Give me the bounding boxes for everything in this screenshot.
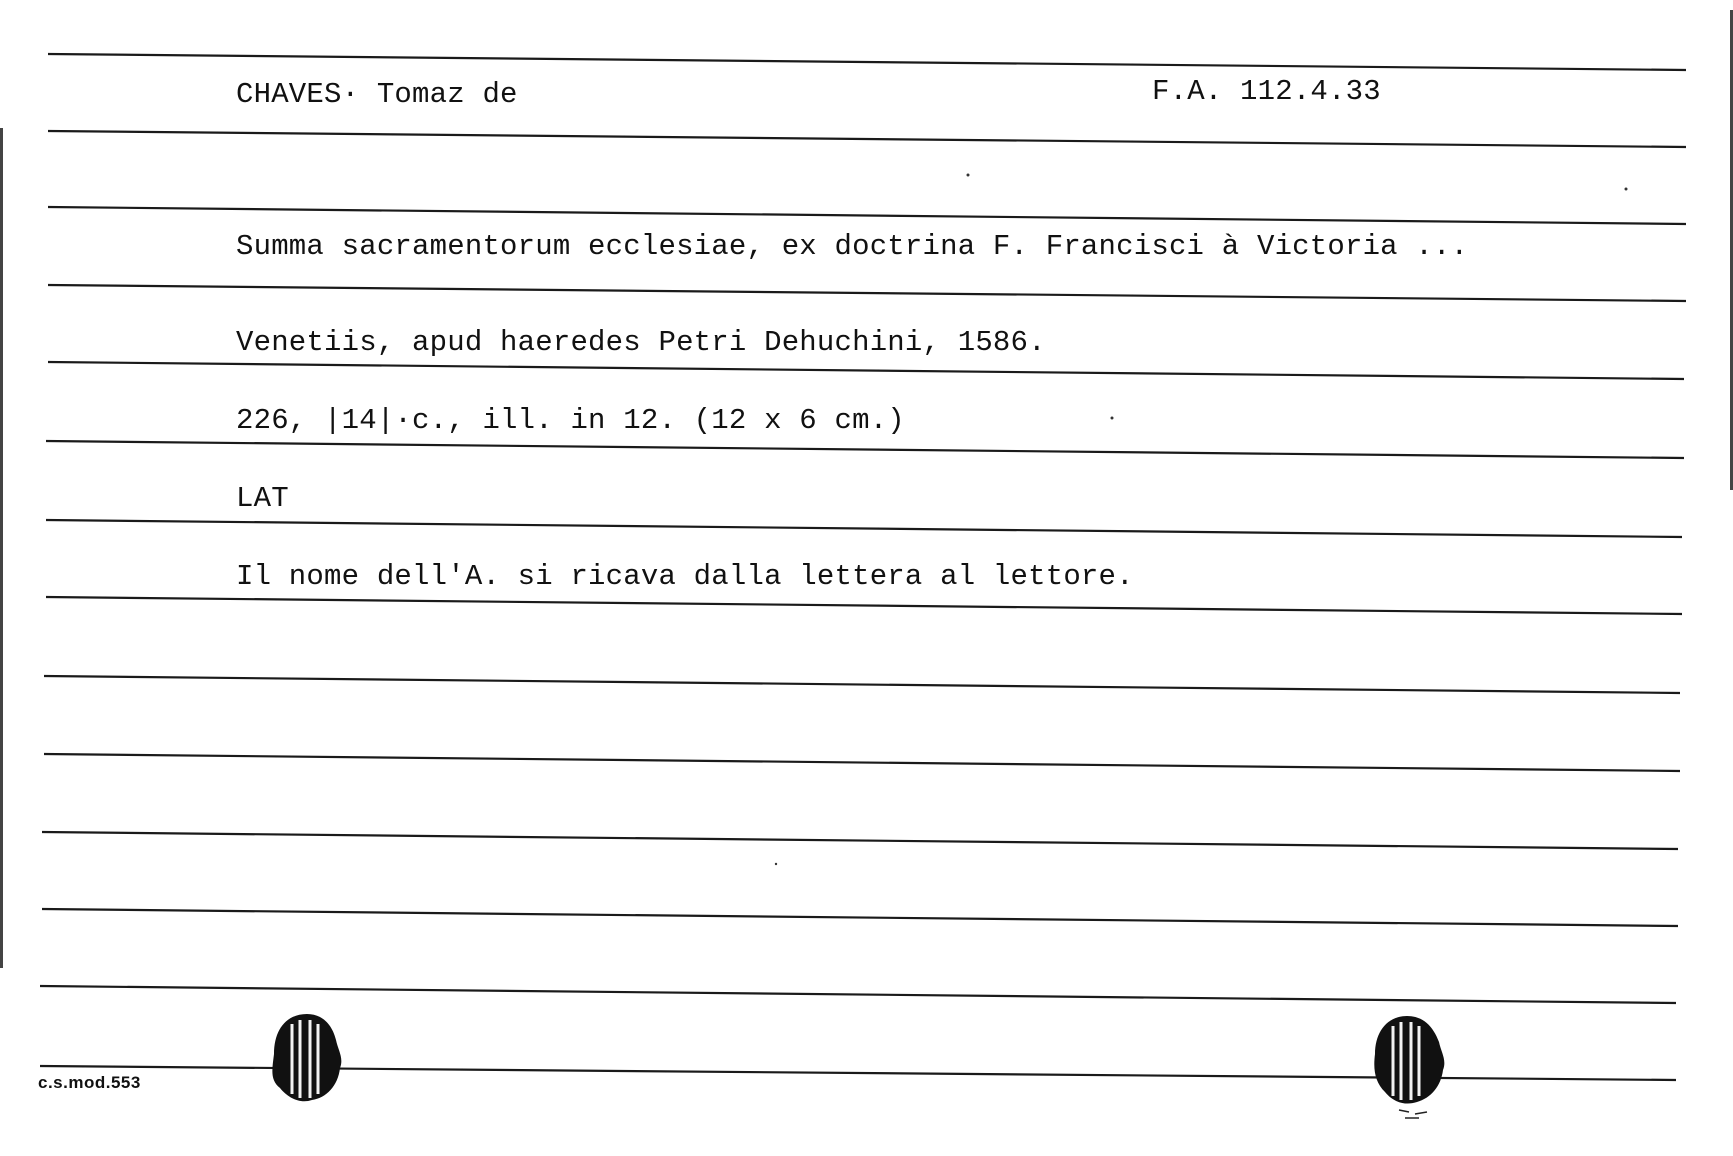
rule-line [48,131,1686,147]
imprint-line: Venetiis, apud haeredes Petri Dehuchini, 1586. [236,326,1046,359]
rule-line [46,441,1684,458]
form-code-label: c.s.mod.553 [38,1073,141,1092]
rule-line [48,207,1686,224]
collation-line: 226, |14|·c., ill. in 12. (12 x 6 cm.) [236,404,905,437]
rule-line [46,520,1682,537]
rule-line [44,754,1680,771]
rule-line [40,986,1676,1003]
shelfmark: F.A. 112.4.33 [1152,75,1381,108]
note-line: Il nome dell'A. si ricava dalla lettera al lettore. [236,560,1134,593]
left-edge-mark [0,128,3,968]
punch-hole-icon [1369,1012,1451,1122]
language-code: LAT [236,482,289,515]
rule-line [48,54,1686,70]
rule-line [44,676,1680,693]
rule-line [42,832,1678,849]
rule-line [48,362,1684,379]
rule-line [42,909,1678,926]
rule-line [48,285,1686,301]
punch-hole-icon [266,1010,348,1106]
rule-line [46,597,1682,614]
title-line: Summa sacramentorum ecclesiae, ex doctrina F. Francisci à Victoria ... [236,230,1469,263]
author-heading: CHAVES· Tomaz de [236,78,518,111]
